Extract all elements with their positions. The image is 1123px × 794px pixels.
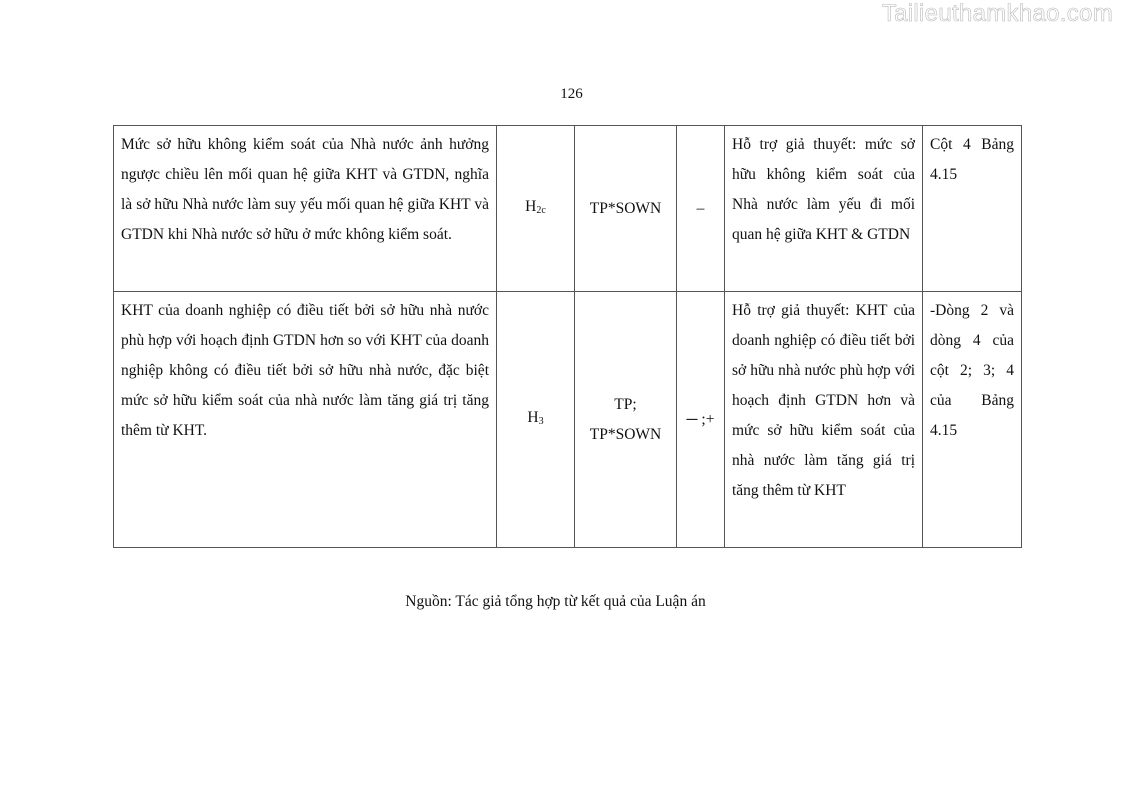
source-note: Nguồn: Tác giả tổng hợp từ kết quả của Luận án: [405, 593, 706, 610]
hypothesis-cell: Mức sở hữu không kiểm soát của Nhà nước ảnh hưởng ngược chiều lên mối quan hệ giữa KHT và GTDN, nghĩa là sở hữu Nhà nước làm suy yếu mối quan hệ giữa KHT và GTDN khi Nhà nước sở hữu ở mức không kiểm soát.: [114, 126, 497, 292]
variable-line: TP;: [614, 395, 637, 413]
table-row: [114, 126, 1022, 292]
hypothesis-code: $H_{2c}$: [525, 197, 546, 216]
expected-sign-cell: –: [677, 126, 725, 292]
hypothesis-code-cell: [497, 292, 575, 548]
reference-cell: -Dòng 2 và dòng 4 của cột 2; 3; 4 của Bảng 4.15: [923, 292, 1022, 548]
reference-cell: Cột 4 Bảng 4.15: [923, 126, 1022, 292]
hypothesis-code-cell: [497, 126, 575, 292]
variable-cell: [575, 126, 677, 292]
result-cell: Hỗ trợ giả thuyết: KHT của doanh nghiệp có điều tiết bởi sở hữu nhà nước phù hợp với hoạch định GTDN hơn và mức sở hữu kiểm soát của nhà nước làm tăng giá trị tăng thêm từ KHT: [725, 292, 923, 548]
result-cell: Hỗ trợ giả thuyết: mức sở hữu không kiểm soát của Nhà nước làm yếu đi mối quan hệ giữa KHT & GTDN: [725, 126, 923, 292]
hypothesis-cell: KHT của doanh nghiệp có điều tiết bởi sở hữu nhà nước phù hợp với hoạch định GTDN hơn so với KHT của doanh nghiệp không có điều tiết bởi sở hữu nhà nước, đặc biệt mức sở hữu kiểm soát của nhà nước làm tăng giá trị tăng thêm từ KHT.: [114, 292, 497, 548]
expected-sign-cell: ─ ;+: [677, 292, 725, 548]
hypothesis-code: $H_3$: [527, 408, 544, 427]
variable-line: TP*SOWN: [589, 199, 662, 217]
variable-cell: [575, 292, 677, 548]
hypothesis-results-table: [113, 125, 1022, 548]
table-row: [114, 292, 1022, 548]
watermark: Tailieuthamkhao.com: [881, 0, 1113, 27]
page-number: 126: [560, 86, 583, 102]
variable-line: TP*SOWN: [589, 425, 662, 443]
